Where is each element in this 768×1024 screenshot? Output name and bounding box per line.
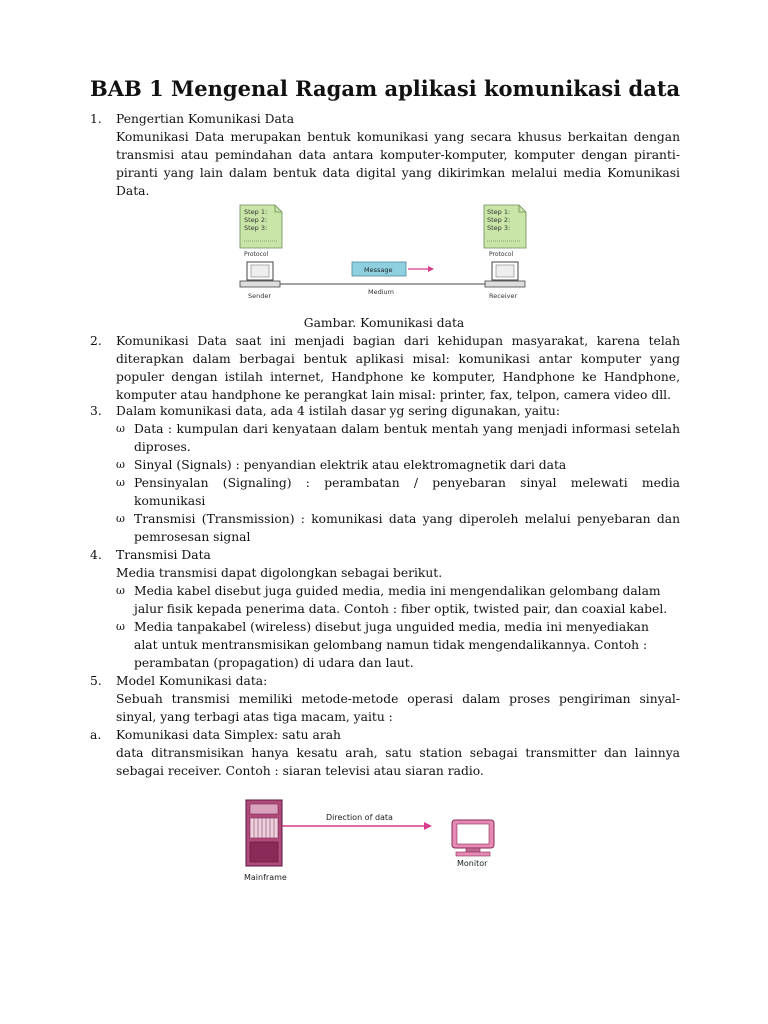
list-item-text: jalur fisik kepada penerima data. Contoh : fiber optik, twisted pair, dan coaxial kabel. [134,602,668,616]
monitor-label: Monitor [457,859,488,868]
list-item [116,456,680,474]
section-a-line: sebagai receiver. Contoh : siaran televisi atau siaran radio. [116,764,484,778]
section-2-number: 2. [90,334,102,348]
section-5-number: 5. [90,674,102,688]
section-2-line: Komunikasi Data saat ini menjadi bagian dari kehidupan masyarakat, karena telah [116,334,680,348]
section-1-line: piranti yang lain dalam bentuk data digital yang dikirimkan melalui media Komunikasi [116,166,680,180]
list-item-text: Data : kumpulan dari kenyataan dalam bentuk mentah yang menjadi informasi setelah [134,422,680,436]
list-item-text: Media kabel disebut juga guided media, media ini mengendalikan gelombang dalam [134,584,661,598]
receiver-label: Receiver [489,292,518,300]
mainframe-label: Mainframe [244,873,287,882]
protocol-label-left: Protocol [244,251,269,258]
omega-bullet-icon: ω [116,422,125,435]
list-item-text: komunikasi [134,494,206,508]
section-1-line: Komunikasi Data merupakan bentuk komunikasi yang secara khusus berkaitan dengan [116,130,680,144]
list-item [116,618,680,672]
section-4-heading: Transmisi Data [116,548,211,562]
list-item-text: Transmisi (Transmission) : komunikasi data yang diperoleh melalui penyebaran dan [134,512,680,526]
step-label: Step 3: [244,224,268,232]
section-2-line: komputer atau handphone ke perangkat lain misal: printer, fax, telpon, camera video dll. [116,388,671,402]
simplex-diagram [238,796,508,888]
section-4-intro: Media transmisi dapat digolongkan sebagai berikut. [116,566,443,580]
section-1-number: 1. [90,112,102,126]
page-title: BAB 1 Mengenal Ragam aplikasi komunikasi data [90,76,681,101]
direction-label: Direction of data [326,813,393,822]
omega-bullet-icon: ω [116,476,125,489]
omega-bullet-icon: ω [116,458,125,471]
section-a-label: a. [90,728,102,742]
section-5-heading: Model Komunikasi data: [116,674,268,688]
list-item-text: pemrosesan signal [134,530,251,544]
step-label: Step 1: [487,208,511,216]
list-item-text: perambatan (propagation) di udara dan laut. [134,656,414,670]
section-2-line: diterapkan dalam berbagai bentuk aplikasi misal: komunikasi antar komputer yang [116,352,680,366]
list-item [116,582,680,618]
section-3-number: 3. [90,404,102,418]
sender-label: Sender [248,292,272,300]
list-item [116,420,680,456]
step-label: Step 2: [487,216,511,224]
figure-caption: Gambar. Komunikasi data [303,316,465,330]
section-3-intro: Dalam komunikasi data, ada 4 istilah dasar yg sering digunakan, yaitu: [116,404,560,418]
communication-diagram [230,200,540,308]
medium-label: Medium [368,288,394,296]
section-a-line: data ditransmisikan hanya kesatu arah, satu station sebagai transmitter dan lainnya [116,746,680,760]
section-5-line: Sebuah transmisi memiliki metode-metode operasi dalam proses pengiriman sinyal- [116,692,680,706]
list-item-text: Sinyal (Signals) : penyandian elektrik atau elektromagnetik dari data [134,458,567,472]
step-label: Step 2: [244,216,268,224]
section-5-line: sinyal, yang terbagi atas tiga macam, yaitu : [116,710,393,724]
omega-bullet-icon: ω [116,584,125,597]
section-1-line: Data. [116,184,150,198]
message-label: Message [364,266,393,274]
list-item-text: Media tanpakabel (wireless) disebut juga unguided media, media ini menyediakan [134,620,649,634]
omega-bullet-icon: ω [116,512,125,525]
list-item [116,510,680,546]
step-label: Step 3: [487,224,511,232]
section-1-line: transmisi atau pemindahan data antara komputer-komputer, komputer dengan piranti- [116,148,680,162]
section-1-heading: Pengertian Komunikasi Data [116,112,295,126]
list-item-text: Pensinyalan (Signaling) : perambatan / penyebaran sinyal melewati media [134,476,680,490]
list-item [116,474,680,510]
list-item-text: diproses. [134,440,191,454]
list-item-text: alat untuk mentransmisikan gelombang namun tidak mengendalikannya. Contoh : [134,638,648,652]
section-a-heading: Komunikasi data Simplex: satu arah [116,728,341,742]
protocol-label-right: Protocol [489,251,514,258]
omega-bullet-icon: ω [116,620,125,633]
section-4-number: 4. [90,548,102,562]
section-2-line: populer dengan istilah internet, Handphone ke komputer, Handphone ke Handphone, [116,370,680,384]
step-label: Step 1: [244,208,268,216]
